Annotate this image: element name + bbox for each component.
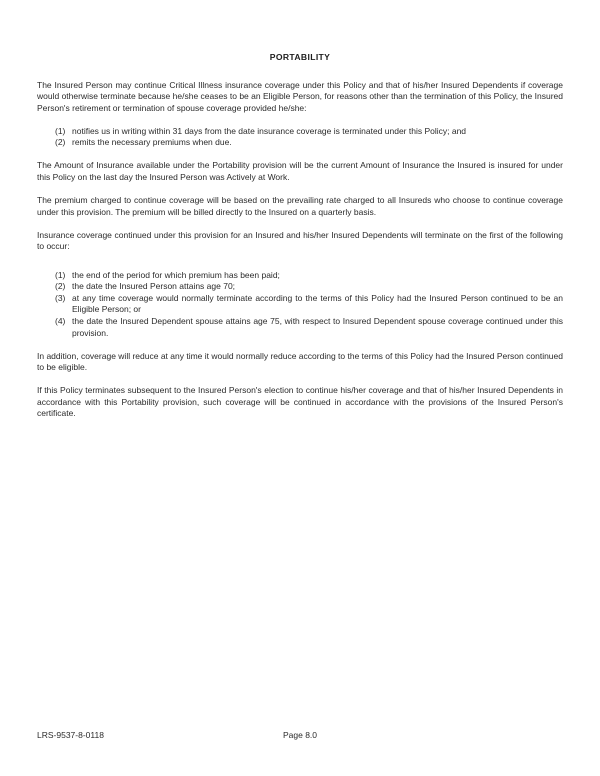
list-marker: (4) — [55, 315, 66, 326]
list-marker: (2) — [55, 137, 66, 148]
list-item — [37, 137, 563, 149]
page-title: PORTABILITY — [269, 52, 331, 62]
list-item-text: remits the necessary premiums when due. — [72, 137, 232, 148]
list-item-text: the date the Insured Dependent spouse attains age 75, with respect to Insured Dependent spouse coverage continued under this provision. — [72, 315, 563, 338]
list-marker: (1) — [55, 269, 66, 280]
list-item — [37, 316, 563, 339]
list-item — [37, 270, 563, 282]
list-item — [37, 293, 563, 316]
list-item — [37, 281, 563, 293]
paragraph-termination-intro: Insurance coverage continued under this provision for an Insured and his/her Insured Dependents will terminate on the first of the following to occur: — [37, 229, 563, 252]
paragraph-reduction: In addition, coverage will reduce at any time it would normally reduce according to the terms of this Policy had the Insured Person continued to be eligible. — [37, 350, 563, 373]
list-item-text: notifies us in writing within 31 days from the date insurance coverage is terminated under this Policy; and — [72, 125, 467, 136]
list-item — [37, 126, 563, 138]
list-marker: (1) — [55, 125, 66, 136]
paragraph-intro: The Insured Person may continue Critical Illness insurance coverage under this Policy and that of his/her Insured Dependents if coverage would otherwise terminate because he/she ceases to be an Eligible Person, for reasons other than the termination of this Policy, the Insured Person's retirement or termination of spouse coverage provided he/she: — [37, 79, 563, 113]
list-item-text: the date the Insured Person attains age 70; — [72, 281, 236, 292]
form-number: LRS-9537-8-0118 — [37, 730, 104, 740]
list-marker: (3) — [55, 292, 66, 303]
page-footer — [0, 729, 600, 743]
document-body — [37, 52, 563, 420]
paragraph-closing: If this Policy terminates subsequent to the Insured Person's election to continue his/her coverage and that of his/her Insured Dependents in accordance with this Portability provision, such coverage will be continued in accordance with the provisions of the Insured Person's certificate. — [37, 385, 563, 419]
paragraph-amount-of-insurance: The Amount of Insurance available under the Portability provision will be the current Amount of Insurance the Insured is insured for under this Policy on the last day the Insured Person was Actively at Work. — [37, 160, 563, 183]
termination-list — [37, 270, 563, 340]
list-marker: (2) — [55, 281, 66, 292]
list-item-text: the end of the period for which premium has been paid; — [72, 269, 280, 280]
conditions-list — [37, 126, 563, 149]
page-number: Page 8.0 — [282, 730, 318, 740]
paragraph-premium: The premium charged to continue coverage will be based on the prevailing rate charged to all Insureds who choose to continue coverage under this provision. The premium will be billed directly to the Insured on a quarterly basis. — [37, 195, 563, 217]
list-item-text: at any time coverage would normally terminate according to the terms of this Policy had the Insured Person continued to be an Eligible Person; or — [72, 292, 563, 315]
